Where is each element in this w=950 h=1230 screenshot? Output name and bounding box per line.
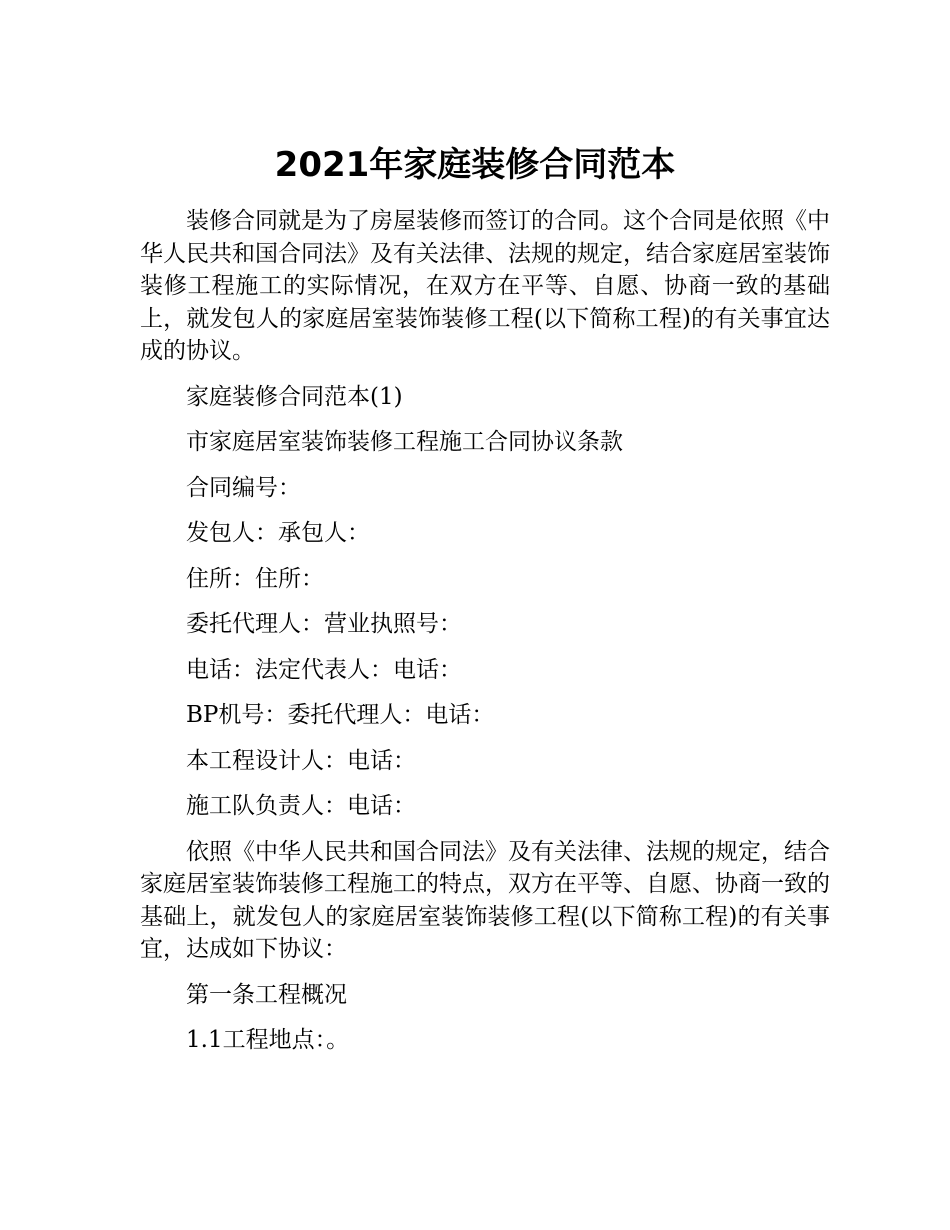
clause-1-1: 1.1工程地点：。 bbox=[186, 1027, 350, 1053]
address-line: 住所：住所： bbox=[186, 565, 324, 592]
pager-agent-line: BP机号：委托代理人：电话： bbox=[186, 702, 495, 728]
contract-subtitle: 市家庭居室装饰装修工程施工合同协议条款 bbox=[186, 429, 623, 455]
phone-representative-line: 电话：法定代表人：电话： bbox=[186, 656, 462, 683]
document-body bbox=[140, 205, 830, 1057]
parties-line: 发包人：承包人： bbox=[186, 520, 370, 546]
document-title: 2021年家庭装修合同范本 bbox=[274, 144, 676, 185]
agent-license-line: 委托代理人：营业执照号： bbox=[186, 611, 462, 637]
agreement-paragraph: 依照《中华人民共和国合同法》及有关法律、法规的规定，结合家庭居室装饰装修工程施工的特点，双方在平等、自愿、协商一致的基础上，就发包人的家庭居室装饰装修工程(以下简称工程)的有关事宜，达成如下协议： bbox=[140, 838, 830, 962]
team-leader-line: 施工队负责人：电话： bbox=[186, 793, 416, 819]
intro-paragraph: 装修合同就是为了房屋装修而签订的合同。这个合同是依照《中华人民共和国合同法》及有关法律、法规的规定，结合家庭居室装饰装修工程施工的实际情况，在双方在平等、自愿、协商一致的基础上，就发包人的家庭居室装饰装修工程(以下简称工程)的有关事宜达成的协议。 bbox=[140, 208, 830, 364]
contract-number-line: 合同编号： bbox=[186, 474, 301, 501]
section-heading: 家庭装修合同范本(1) bbox=[186, 383, 403, 410]
designer-line: 本工程设计人：电话： bbox=[186, 747, 416, 774]
article-one-heading: 第一条工程概况 bbox=[186, 981, 347, 1008]
